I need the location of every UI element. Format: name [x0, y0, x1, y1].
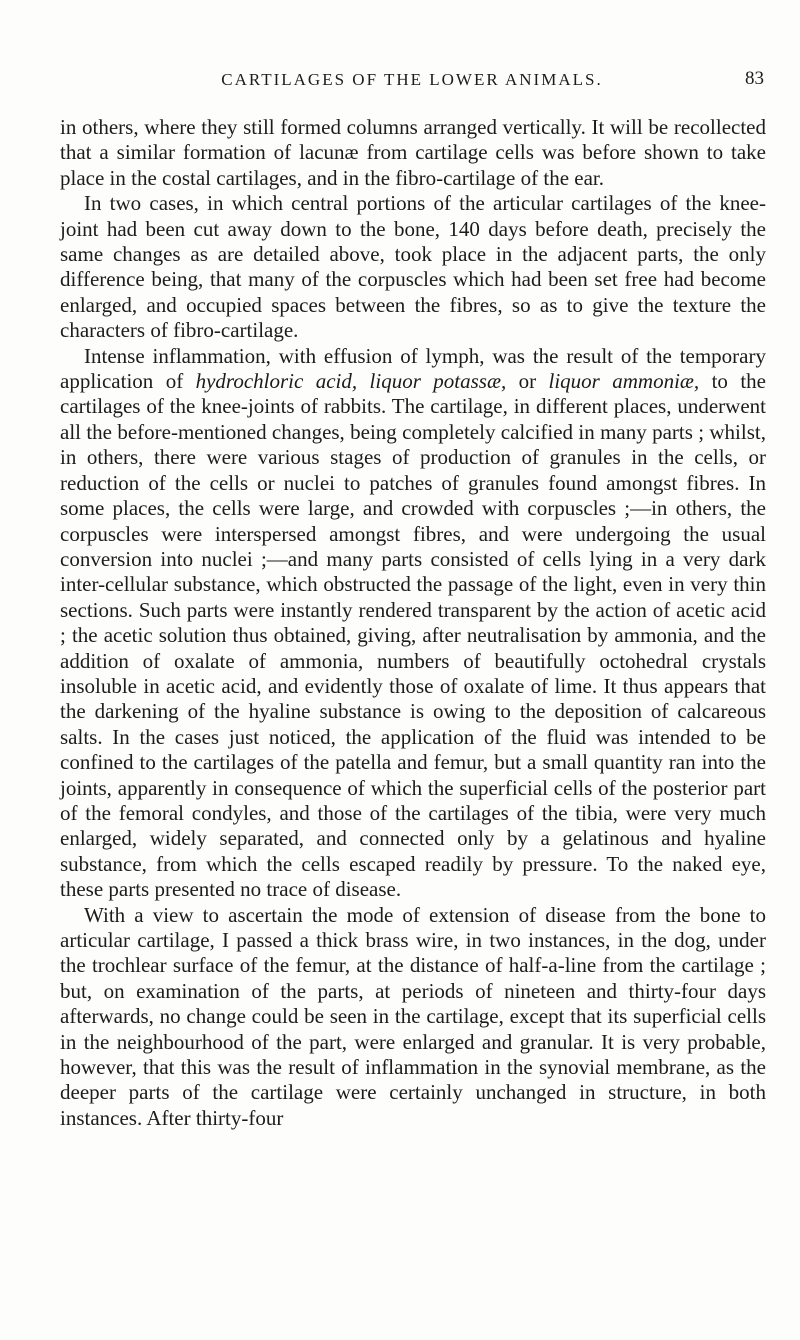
body-text — [60, 115, 766, 1131]
paragraph — [60, 191, 766, 343]
page-header — [60, 68, 764, 96]
paragraph-text: to the cartilages of the knee-joints of rabbits. The cartilage, in different places, underwent all the before-mentioned changes, being completely calcified in many parts ; whilst, in others, there were various stages of production of granules in the cells, or reduction of the cells or nuclei to patches of granules found amongst fibres. In some places, the cells were large, and crowded with corpuscles ;—in others, the corpuscles were interspersed amongst fibres, and were undergoing the usual conversion into nuclei ;—and many parts consisted of cells lying in a very dark inter-cellular substance, which obstructed the passage of the light, even in very thin sections. Such parts were instantly rendered transparent by the action of acetic acid ; the acetic solution thus obtained, giving, after neutralisation by ammonia, and the addition of oxalate of ammonia, numbers of beautifully octohedral crystals insoluble in acetic acid, and evidently those of oxalate of lime. It thus appears that the darkening of the hyaline substance is owing to the deposition of calcareous salts. In the cases just noticed, the application of the fluid was intended to be confined to the cartilages of the patella and femur, but a small quantity ran into the joints, apparently in consequence of which the superficial cells of the posterior part of the femoral condyles, and those of the cartilages of the tibia, were very much enlarged, widely separated, and connected only by a gelatinous and hyaline substance, from which the cells escaped readily by pressure. To the naked eye, these parts presented no trace of disease. — [60, 369, 766, 902]
italic-text: liquor ammoniæ, — [548, 369, 700, 394]
paragraph-text: Intense inflammation, with effusion of lymph, was the result of the temporary application of — [60, 343, 766, 394]
page-number: 83 — [745, 68, 764, 89]
paragraph — [60, 344, 766, 903]
paragraph-text: or — [506, 369, 549, 394]
italic-text: hydrochloric acid, liquor potassæ, — [195, 369, 507, 394]
paragraph-text: In two cases, in which central portions of the articular cartilages of the knee-joint had been cut away down to the bone, 140 days before death, precisely the same changes as are detailed above, took place in the adjacent parts, the only difference being, that many of the corpuscles which had been set free had become enlarged, and occupied spaces between the fibres, so as to give the texture the characters of fibro-cartilage. — [60, 191, 766, 343]
paragraph — [60, 115, 766, 191]
paragraph-text: in others, where they still formed columns arranged vertically. It will be recollected that a similar formation of lacunæ from cartilage cells was before shown to take place in the costal cartilages, and in the fibro-cartilage of the ear. — [60, 115, 766, 190]
paragraph — [60, 903, 766, 1132]
paragraph-text: With a view to ascertain the mode of extension of disease from the bone to articular cartilage, I passed a thick brass wire, in two instances, in the dog, under the trochlear surface of the femur, at the distance of half-a-line from the cartilage ; but, on examination of the parts, at periods of nineteen and thirty-four days afterwards, no change could be seen in the cartilage, except that its superficial cells in the neighbourhood of the part, were enlarged and granular. It is very probable, however, that this was the result of inflammation in the synovial membrane, as the deeper parts of the cartilage were certainly unchanged in structure, in both instances. After thirty-four — [60, 902, 766, 1130]
running-head: CARTILAGES OF THE LOWER ANIMALS. — [221, 70, 603, 89]
